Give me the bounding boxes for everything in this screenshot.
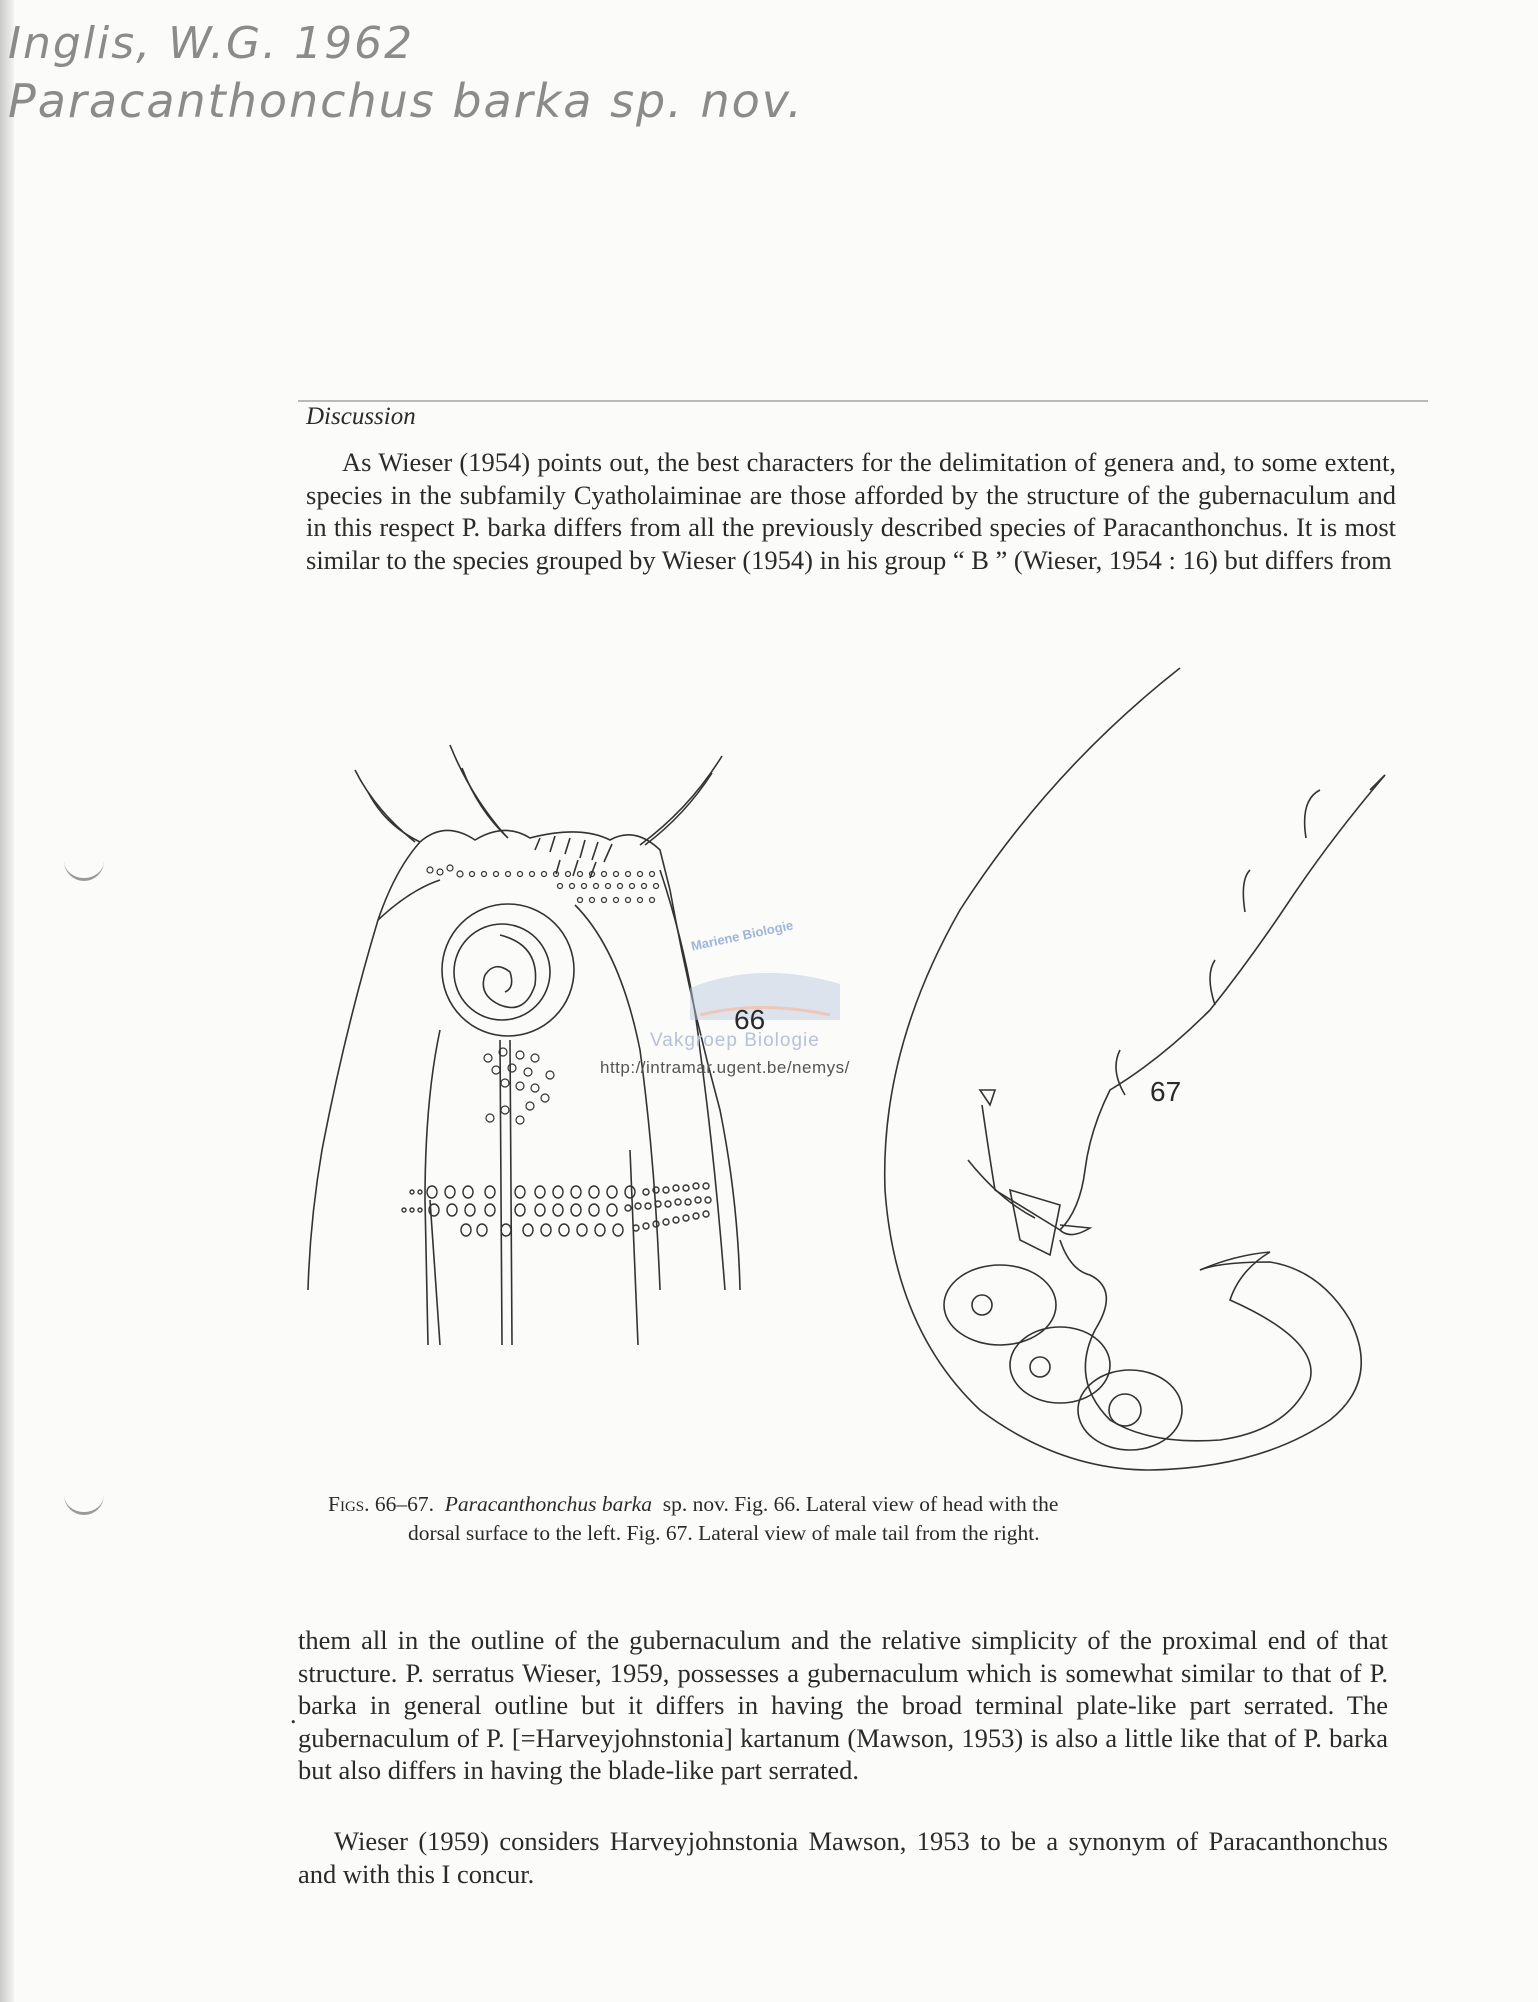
- handwritten-author: Inglis, W.G. 1962: [8, 18, 415, 69]
- handwritten-species: Paracanthonchus barka sp. nov.: [8, 74, 804, 128]
- stray-mark: .: [290, 1700, 297, 1729]
- watermark-bottom: Vakgroep Biologie: [650, 1030, 820, 1051]
- paragraph-2: them all in the outline of the gubernaculum and the relative simplicity of the proximal end of that structure. P. serratus Wieser, 1959, possesses a gubernaculum which is somewhat similar to that of P. barka in general outline but it differs in having the broad terminal plate-like part serrated. The gubernaculum of P. [=Harveyjohnstonia] kartanum (Mawson, 1953) is also a little like that of P. barka but also differs in having the blade-like part serrated.: [298, 1625, 1388, 1785]
- watermark-url: http://intramar.ugent.be/nemys/: [600, 1058, 850, 1077]
- figure-caption: [328, 1490, 1338, 1548]
- paragraph-3: Wieser (1959) considers Harveyjohnstonia Mawson, 1953 to be a synonym of Paracanthonchus and with this I concur.: [298, 1826, 1388, 1889]
- paragraph-1: As Wieser (1954) points out, the best characters for the delimitation of genera and, to some extent, species in the subfamily Cyatholaiminae are those afforded by the structure of the gubernaculum and in this respect P. barka differs from all the previously described species of Paracanthonchus. It is most similar to the species grouped by Wieser (1954) in his group “ B ” (Wieser, 1954 : 16) but differs from: [306, 447, 1396, 575]
- section-heading: Discussion: [306, 403, 416, 430]
- caption-prefix: Figs. 66–67.: [328, 1492, 435, 1516]
- figure-67-label: 67: [1150, 1076, 1182, 1107]
- caption-species: Paracanthonchus barka: [444, 1492, 652, 1516]
- caption-line-2: dorsal surface to the left. Fig. 67. Lateral view of male tail from the right.: [408, 1521, 1040, 1545]
- caption-line-1: sp. nov. Fig. 66. Lateral view of head with the: [662, 1492, 1059, 1516]
- figure-67-tail: [885, 668, 1385, 1470]
- figure-66-label: 66: [734, 1004, 766, 1035]
- watermark-top: Mariene Biologie: [689, 917, 795, 954]
